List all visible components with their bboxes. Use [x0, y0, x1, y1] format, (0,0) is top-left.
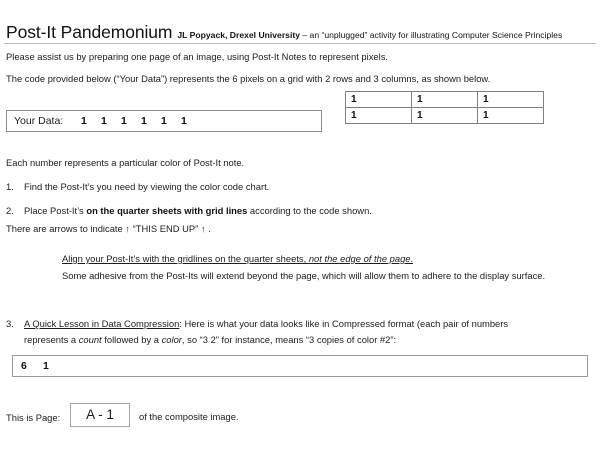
adhesive-text: Some adhesive from the Post-Its will extend beyond the page, which will allow them to adhere to the display surface. [62, 270, 546, 281]
list-marker: 3. [6, 318, 14, 329]
compressed-data-values [21, 360, 65, 372]
each-number-text: Each number represents a particular color of Post-It note. [6, 157, 245, 168]
page-identifier-value: A - 1 [86, 407, 114, 422]
subtitle-label: – an “unplugged” activity for illustrating Computer Science Principles [300, 30, 563, 40]
cont-suffix: , so “3 2” for instance, means “3 copies of color #2”: [181, 334, 397, 345]
author-label: JL Popyack, Drexel University [177, 30, 300, 40]
pixel-grid-table [345, 91, 544, 124]
list-item [6, 317, 586, 346]
your-data-value: 1 [101, 115, 108, 127]
grid-cell: 1 [346, 108, 412, 124]
cont-italic-count: count [78, 334, 102, 345]
your-data-value: 1 [81, 115, 88, 127]
list-marker: 1. [6, 181, 14, 192]
list-item-prefix: Place Post-It’s [24, 205, 87, 216]
intro-line-1: Please assist us by preparing one page of an image, using Post-It Notes to represent pixels. [6, 51, 388, 62]
compression-heading: A Quick Lesson in Data Compression [24, 318, 180, 329]
list-item-bold: on the quarter sheets with grid lines [86, 205, 248, 216]
your-data-box[interactable] [6, 110, 322, 132]
align-note-italic: not the edge of the page [308, 253, 411, 264]
grid-cell: 1 [412, 108, 478, 124]
grid-cell: 1 [478, 92, 544, 108]
your-data-value: 1 [121, 115, 128, 127]
your-data-label: Your Data: [14, 115, 64, 127]
page-identifier-box[interactable] [70, 403, 130, 427]
your-data-value: 1 [181, 115, 188, 127]
document-header [6, 22, 592, 43]
grid-cell: 1 [412, 92, 478, 108]
table-row [346, 108, 544, 124]
compressed-value: 6 [21, 360, 27, 372]
page-title: Post-It Pandemonium [6, 22, 173, 42]
table-row [346, 92, 544, 108]
list-item [6, 180, 269, 193]
intro-line-2: The code provided below (“Your Data”) represents the 6 pixels on a grid with 2 rows and 3 columns, as shown below. [6, 73, 491, 84]
your-data-values [81, 115, 201, 127]
header-divider [4, 43, 596, 44]
cont-italic-color: color [161, 334, 182, 345]
your-data-value: 1 [141, 115, 148, 127]
list-item [6, 204, 372, 217]
arrows-text: There are arrows to indicate ↑ “THIS END UP” ↑ . [6, 223, 211, 234]
cont-mid: followed by a [101, 334, 162, 345]
list-item-suffix: according to the code shown. [247, 205, 372, 216]
compressed-data-box[interactable] [12, 355, 588, 377]
compression-continuation [24, 333, 586, 346]
cont-prefix: represents a [24, 334, 79, 345]
page-prefix-label: This is Page: [6, 412, 61, 423]
grid-cell: 1 [346, 92, 412, 108]
compression-intro: : Here is what your data looks like in Compressed format (each pair of numbers [179, 318, 509, 329]
your-data-value: 1 [161, 115, 168, 127]
align-note [62, 252, 413, 265]
list-item-text: Find the Post-It’s you need by viewing the color code chart. [24, 181, 270, 192]
list-marker: 2. [6, 205, 14, 216]
align-note-plain: Align your Post-It’s with the gridlines on the quarter sheets, [62, 253, 309, 264]
grid-cell: 1 [478, 108, 544, 124]
align-note-period: . [410, 253, 414, 264]
compressed-value: 1 [43, 360, 49, 372]
page-suffix-label: of the composite image. [139, 411, 239, 422]
